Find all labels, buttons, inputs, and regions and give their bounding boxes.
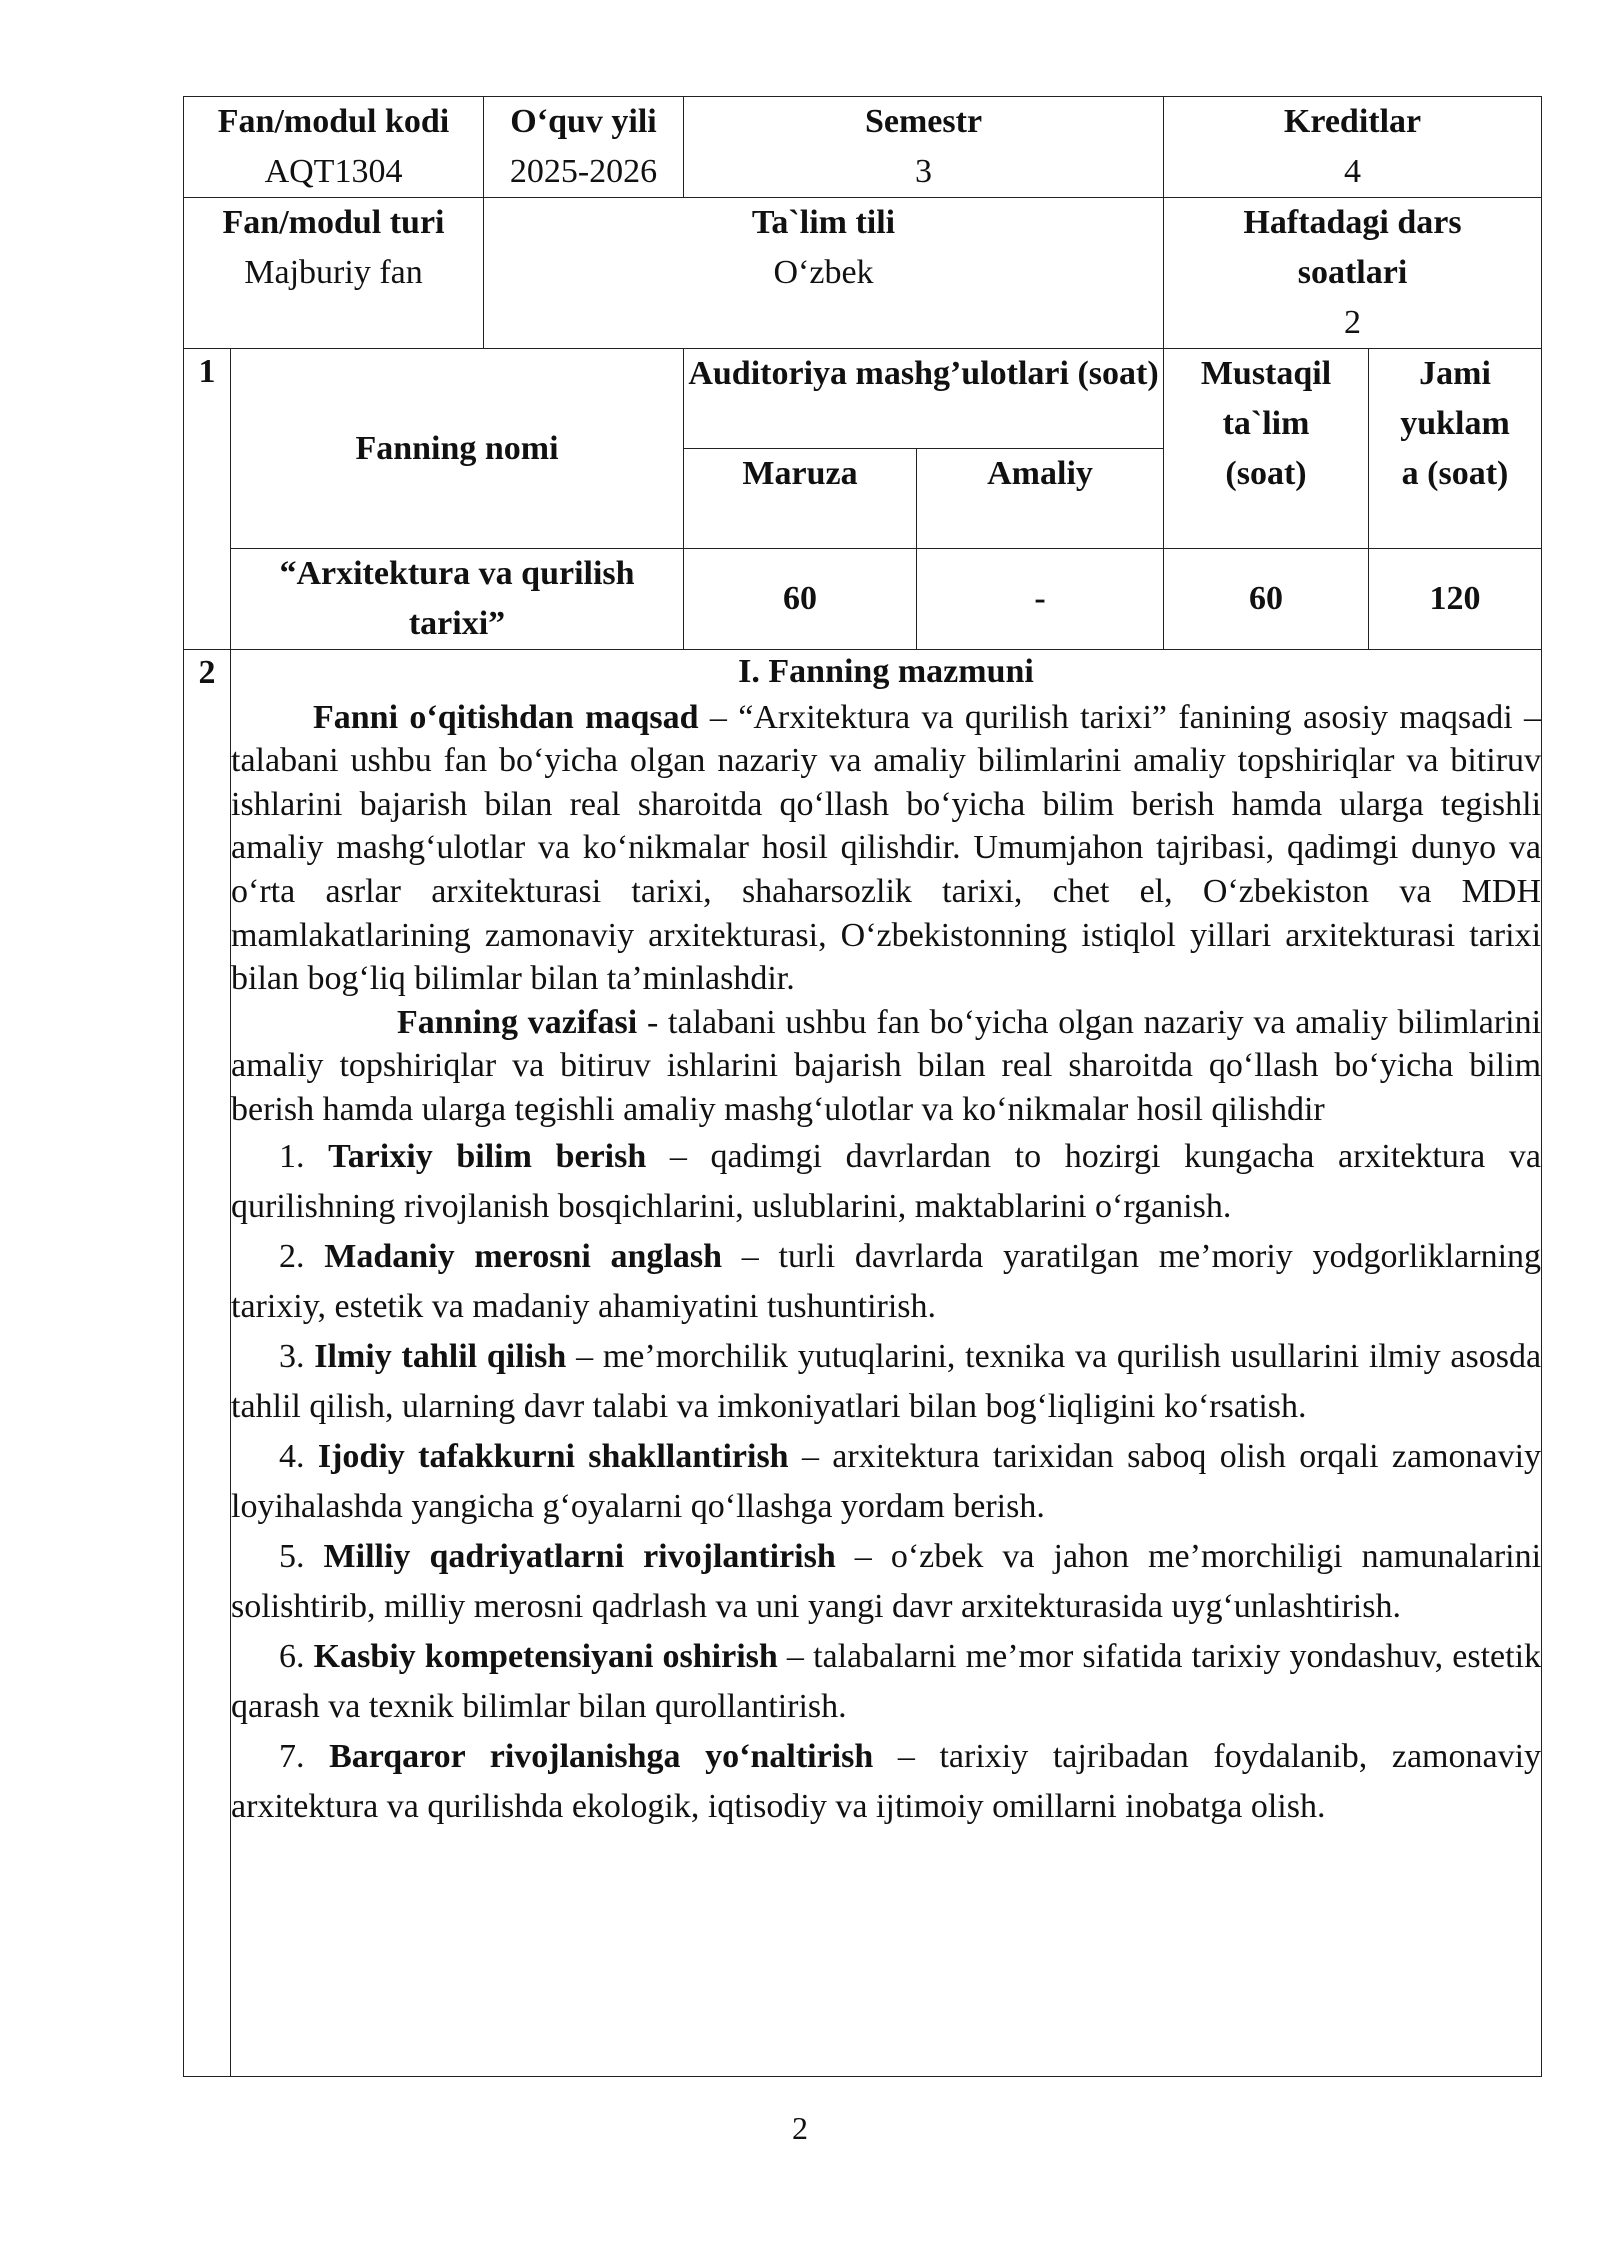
item-text: – o‘zbek va jahon me’morchiligi namunalarini solishtirib, milliy merosni qadrlash va uni yangi davr arxitekturasida uyg‘unlashtirish.: [231, 1537, 1542, 1625]
list-item: [231, 1332, 1541, 1432]
list-item: [231, 1732, 1541, 1832]
lecture-label: Maruza: [684, 449, 917, 549]
credits-value: 4: [1344, 153, 1362, 190]
item-text: – tarixiy tajribadan foydalanib, zamonaviy arxitektura va qurilishda ekologik, iqtisodiy va ijtimoiy omillarni inobatga olish.: [231, 1737, 1542, 1825]
item-number: 6.: [279, 1637, 305, 1675]
item-text: – qadimgi davrlardan to hozirgi kungacha arxitektura va qurilishning rivojlanish bosqichlarini, uslublarini, maktablarini o‘rganish.: [231, 1137, 1542, 1225]
page-number: 2: [792, 2110, 808, 2146]
item-label: Tarixiy bilim berish: [328, 1137, 647, 1175]
header-row-1: [184, 97, 1542, 198]
row-number-1: 1: [184, 349, 231, 650]
item-label: Ilmiy tahlil qilish: [314, 1337, 567, 1375]
list-item: [231, 1132, 1541, 1232]
item-text: – turli davrlarda yaratilgan me’moriy yodgorliklarning tarixiy, estetik va madaniy ahamiyatini tushuntirish.: [231, 1237, 1542, 1325]
task-paragraph: [231, 1001, 1541, 1132]
weekly-hours-label: Haftadagi dars soatlari: [1243, 204, 1462, 291]
item-text: – talabalarni me’mor sifatida tarixiy yondashuv, estetik qarash va texnik bilimlar bilan qurollantirish.: [231, 1637, 1542, 1725]
module-code-label: Fan/modul kodi: [217, 103, 450, 140]
goal-label: Fanni o‘qitishdan maqsad: [313, 698, 699, 736]
semester-label: Semestr: [864, 103, 983, 140]
hours-header-row-1: [184, 349, 1542, 449]
syllabus-table: [183, 96, 1542, 2077]
item-number: 7.: [279, 1737, 305, 1775]
content-cell: [231, 650, 1542, 2077]
weekly-hours-cell: [1164, 198, 1542, 349]
credits-cell: [1164, 97, 1542, 198]
lecture-value: 60: [684, 549, 917, 650]
list-item: [231, 1532, 1541, 1632]
item-label: Milliy qadriyatlarni rivojlantirish: [323, 1537, 836, 1575]
goal-paragraph: [231, 696, 1541, 1001]
item-label: Kasbiy kompetensiyani oshirish: [313, 1637, 778, 1675]
subject-name-label: Fanning nomi: [231, 349, 684, 549]
hours-values-row: [184, 549, 1542, 650]
language-value: O‘zbek: [773, 254, 874, 291]
language-label: Ta`lim tili: [751, 204, 896, 241]
semester-cell: [684, 97, 1164, 198]
list-item: [231, 1632, 1541, 1732]
self-study-value: 60: [1164, 549, 1369, 650]
item-number: 1.: [279, 1137, 305, 1175]
self-study-label: Mustaqil ta`lim (soat): [1164, 349, 1369, 549]
syllabus-page: [183, 96, 1541, 2077]
auditorium-label: Auditoriya mashg’ulotlari (soat): [684, 349, 1164, 449]
academic-year-label: O‘quv yili: [510, 103, 657, 140]
credits-label: Kreditlar: [1283, 103, 1422, 140]
list-item: [231, 1232, 1541, 1332]
module-type-value: Majburiy fan: [244, 254, 423, 291]
goal-text: – “Arxitektura va qurilish tarixi” fanining asosiy maqsadi – talabani ushbu fan bo‘yicha olgan nazariy va amaliy bilimlarini amaliy topshiriqlar va bitiruv ishlarini bajarish bilan real sharoitda qo‘llash bo‘yicha bilim berish hamda ularga tegishli amaliy mashg‘ulotlar va ko‘nikmalar hosil qilishdir. Umumjahon tajribasi, qadimgi dunyo va o‘rta asrlar arxitekturasi tarixi, shaharsozlik tarixi, chet el, O‘zbekiston va MDH mamlakatlarining zamonaviy arxitekturasi, O‘zbekistonning istiqlol yillari arxitekturasi tarixi bilan bog‘liq bilimlar bilan ta’minlashdir.: [231, 698, 1542, 998]
total-load-label: Jami yuklam a (soat): [1369, 349, 1542, 549]
item-number: 2.: [279, 1237, 305, 1275]
item-label: Barqaror rivojlanishga yo‘naltirish: [329, 1737, 874, 1775]
item-text: – arxitektura tarixidan saboq olish orqali zamonaviy loyihalashda yangicha g‘oyalarni qo‘llashga yordam berish.: [231, 1437, 1542, 1525]
item-text: – me’morchilik yutuqlarini, texnika va qurilish usullarini ilmiy asosda tahlil qilish, ularning davr talabi va imkoniyatlari bilan bog‘liqligini ko‘rsatish.: [231, 1337, 1542, 1425]
task-text: - talabani ushbu fan bo‘yicha olgan nazariy va amaliy bilimlarini amaliy topshiriqlar va bitiruv ishlarini bajarish bilan real sharoitda qo‘llash bo‘yicha bilim berish hamda ularga tegishli amaliy mashg‘ulotlar va ko‘nikmalar hosil qilishdir: [231, 1003, 1542, 1128]
total-load-value: 120: [1369, 549, 1542, 650]
module-code-cell: [184, 97, 484, 198]
item-label: Madaniy merosni anglash: [324, 1237, 723, 1275]
content-row: [184, 650, 1542, 2077]
weekly-hours-value: 2: [1344, 304, 1362, 341]
list-item: [231, 1432, 1541, 1532]
item-number: 3.: [279, 1337, 305, 1375]
item-label: Ijodiy tafakkurni shakllantirish: [317, 1437, 789, 1475]
item-number: 5.: [279, 1537, 305, 1575]
practice-value: -: [917, 549, 1164, 650]
header-row-2: [184, 198, 1542, 349]
row-number-2: 2: [184, 650, 231, 2077]
academic-year-value: 2025-2026: [509, 153, 658, 190]
practice-label: Amaliy: [917, 449, 1164, 549]
module-type-cell: [184, 198, 484, 349]
semester-value: 3: [915, 153, 933, 190]
module-type-label: Fan/modul turi: [222, 204, 445, 241]
task-label: Fanning vazifasi: [397, 1003, 638, 1041]
item-number: 4.: [279, 1437, 305, 1475]
subject-name-value: “Arxitektura va qurilish tarixi”: [231, 549, 684, 650]
academic-year-cell: [484, 97, 684, 198]
module-code-value: AQT1304: [264, 153, 403, 190]
language-cell: [484, 198, 1164, 349]
content-title: I. Fanning mazmuni: [738, 653, 1034, 690]
